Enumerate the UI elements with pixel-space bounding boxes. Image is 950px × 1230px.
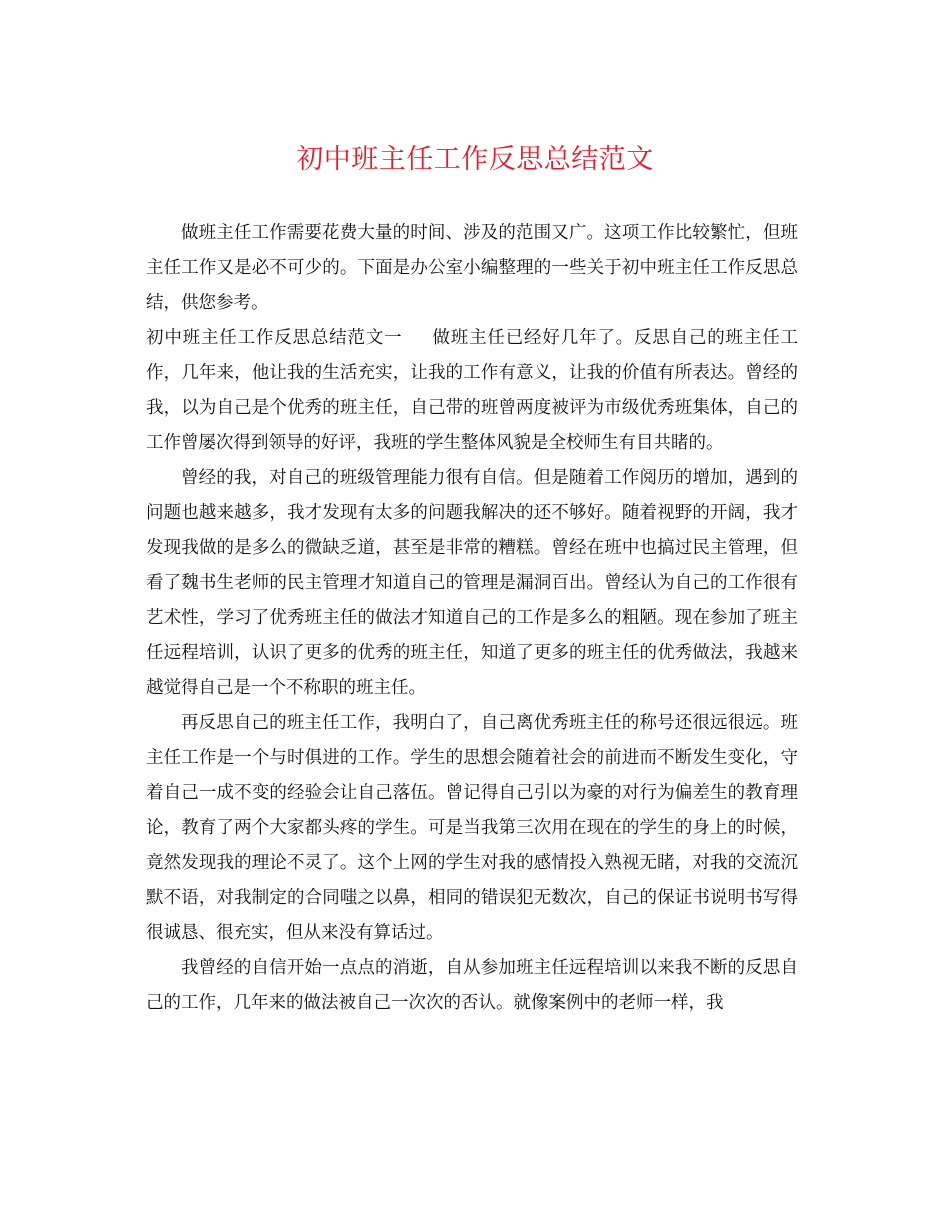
intro-paragraph: 做班主任工作需要花费大量的时间、涉及的范围又广。这项工作比较繁忙，但班主任工作又是必不可少的。下面是办公室小编整理的一些关于初中班主任工作反思总结，供您参考。 [146, 223, 798, 313]
body-paragraph-2: 再反思自己的班主任工作，我明白了，自己离优秀班主任的称号还很远很远。班主任工作是一个与时俱进的工作。学生的思想会随着社会的前进而不断发生变化，守着自己一成不变的经验会让自己落伍。曾记得自己引以为豪的对行为偏差生的教育理论，教育了两个大家都头疼的学生。可是当我第三次用在现在的学生的身上的时候，竟然发现我的理论不灵了。这个上网的学生对我的感情投入熟视无睹，对我的交流沉默不语，对我制定的合同嗤之以鼻，相同的错误犯无数次，自己的保证书说明书写得很诚恳、很充实，但从来没有算话过。 [146, 713, 798, 943]
section-one-paragraph [146, 321, 798, 461]
body-paragraph-1: 曾经的我，对自己的班级管理能力很有自信。但是随着工作阅历的增加，遇到的问题也越来越多，我才发现有太多的问题我解决的还不够好。随着视野的开阔，我才发现我做的是多么的微缺乏道，甚至是非常的糟糕。曾经在班中也搞过民主管理，但看了魏书生老师的民主管理才知道自己的管理是漏洞百出。曾经认为自己的工作很有艺术性，学习了优秀班主任的做法才知道自己的工作是多么的粗陋。现在参加了班主任远程培训，认识了更多的优秀的班主任，知道了更多的班主任的优秀做法，我越来越觉得自己是一个不称职的班主任。 [146, 468, 798, 698]
document-title: 初中班主任工作反思总结范文 [296, 144, 654, 175]
section-first-paragraph-text: 做班主任已经好几年了。反思自己的班主任工作，几年来，他让我的生活充实，让我的工作有意义，让我的价值有所表达。曾经的我，以为自己是个优秀的班主任，自己带的班曾两度被评为市级优秀班集体，自己的工作曾屡次得到领导的好评，我班的学生整体风貌是全校师生有目共睹的。 [146, 328, 799, 453]
document-body [146, 216, 798, 1021]
body-paragraph-3: 我曾经的自信开始一点点的消逝，自从参加班主任远程培训以来我不断的反思自己的工作，几年来的做法被自己一次次的否认。就像案例中的老师一样，我 [146, 958, 798, 1013]
section-heading: 初中班主任工作反思总结范文一 [146, 328, 403, 348]
